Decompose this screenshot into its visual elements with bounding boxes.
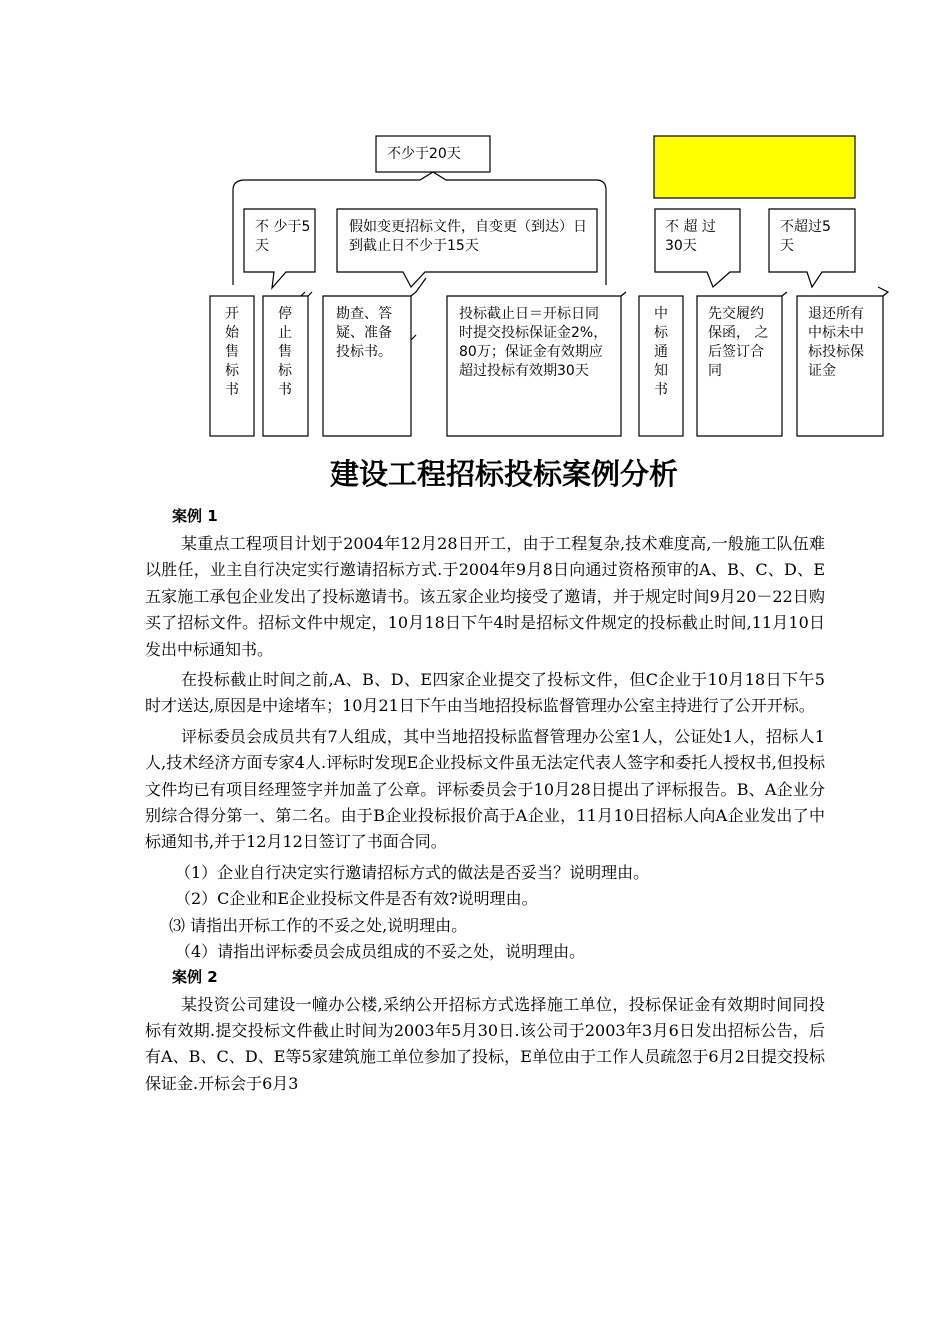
yellow-highlight-box	[654, 136, 855, 198]
case1-question-3: ⑶ 请指出开标工作的不妥之处,说明理由。	[169, 915, 468, 935]
case1-paragraph-2: 在投标截止时间之前,A、B、D、E四家企业提交了投标文件，但C企业于10月18日下午5时才送达,原因是中途堵车；10月21日下午由当地招投标监督管理办公室主持进行了公开开标。	[145, 670, 825, 716]
step-7-label: 退还所有中标未中标投标保证金	[808, 306, 864, 379]
case1-question-2: （2）C企业和E企业投标文件是否有效?说明理由。	[175, 889, 538, 909]
callout-30days-text: 不 超 过30天	[665, 219, 716, 254]
callout-5days-right-text: 不超过5天	[780, 219, 831, 254]
top-callout-text: 不少于20天	[387, 146, 461, 162]
step-2-label: 停止售标书	[278, 306, 292, 398]
step-6-label: 先交履约 保函， 之后签订合同	[708, 306, 769, 379]
bidding-timeline-diagram	[0, 0, 950, 445]
case1-question-1: （1）企业自行决定实行邀请招标方式的做法是否妥当？说明理由。	[175, 862, 650, 882]
case2-heading: 案例 2	[172, 967, 218, 986]
case1-paragraph-1: 某重点工程项目计划于2004年12月28日开工，由于工程复杂,技术难度高,一般施工队伍难以胜任，业主自行决定实行邀请招标方式.于2004年9月8日向通过资格预审的A、B、C、D、E五家施工承包企业发出了投标邀请书。该五家企业均接受了邀请，并于规定时间9月20－22日购买了招标文件。招标文件中规定，10月18日下午4时是招标文件规定的投标截止时间,11月10日发出中标通知书。	[145, 534, 825, 659]
step-4-label: 投标截止日＝开标日同时提交投标保证金2%， 80万；保证金有效期应超过投标有效期30天	[459, 306, 608, 379]
callout-15days-text: 假如变更招标文件，自变更（到达）日到截止日不少于15天	[349, 219, 587, 254]
step-3-label: 勘查、答疑、准备投标书。	[336, 306, 392, 360]
case1-heading: 案例 1	[172, 507, 218, 525]
step-1-label: 开始售标书	[225, 306, 239, 398]
callout-5days-text: 不 少于5天	[255, 219, 311, 254]
document-body	[145, 505, 825, 1101]
case1-paragraph-3: 评标委员会成员共有7人组成，其中当地招投标监督管理办公室1人，公证处1人，招标人1人,技术经济方面专家4人.评标时发现E企业投标文件虽无法定代表人签字和委托人授权书,但投标文件均已有项目经理签字并加盖了公章。评标委员会于10月28日提出了评标报告。B、A企业分别综合得分第一、第二名。由于B企业投标报价高于A企业，11月10日招标人向A企业发出了中标通知书,并于12月12日签订了书面合同。	[145, 726, 825, 852]
case1-question-4: （4）请指出评标委员会成员组成的不妥之处，说明理由。	[175, 942, 586, 962]
step-5-label: 中标通知书	[654, 306, 668, 398]
case2-paragraph-1: 某投资公司建设一幢办公楼,采纳公开招标方式选择施工单位，投标保证金有效期时间同投标有效期.提交投标文件截止时间为2003年5月30日.该公司于2003年3月6日发出招标公告，后有A、B、C、D、E等5家建筑施工单位参加了投标，E单位由于工作人员疏忽于6月2日提交投标保证金.开标会于6月3	[145, 994, 825, 1093]
page-title: 建设工程招标投标案例分析	[329, 457, 678, 491]
